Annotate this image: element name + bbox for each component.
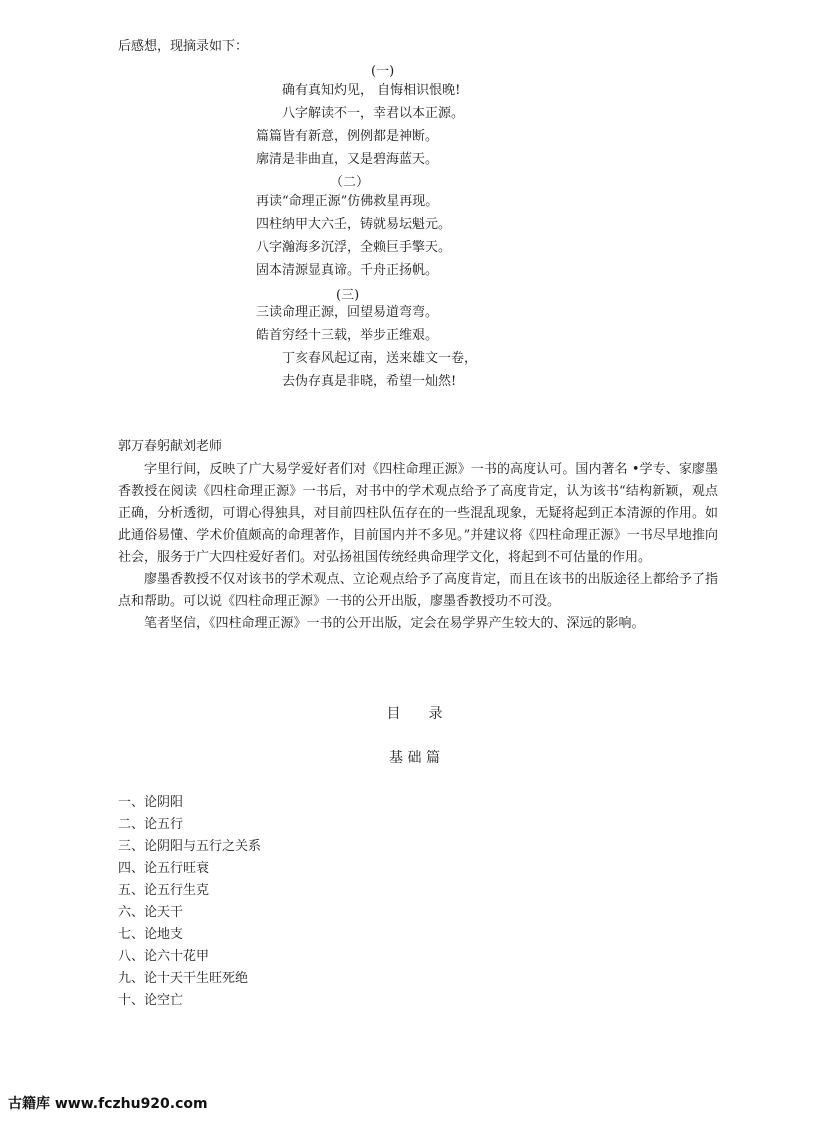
toc-item[interactable]: 六、论天干 (118, 905, 184, 920)
toc-item[interactable]: 二、论五行 (118, 817, 184, 832)
toc-item[interactable]: 五、论五行生克 (118, 883, 210, 898)
intro-line: 后感想，现摘录如下： (118, 39, 249, 54)
toc-item[interactable]: 十、论空亡 (118, 993, 184, 1008)
paragraph-1: 字里行间，反映了广大易学爱好者们对《四柱命理正源》一书的高度认可。国内著名 •学专、家廖墨香教授在阅读《四柱命理正源》一书后，对书中的学术观点给予了高度肯定，认为该书“结构新颖，观点正确，分析透彻，可谓心得独具，对目前四柱队伍存在的一些混乱现象，无疑将起到正本清源的作用。如此通俗易懂、学术价值颇高的命理著作，目前国内并不多见。”并建议将《四柱命理正源》一书尽早地推向社会，服务于广大四柱爱好者们。对弘扬祖国传统经典命理学文化，将起到不可估量的作用。 (118, 462, 718, 565)
poem-3-line-2: 皓首穷经十三载，举步正维艰。 (256, 328, 439, 343)
poem-1-line-4: 廓清是非曲直，又是碧海蓝天。 (256, 152, 439, 167)
footer-brand: 古籍库 (8, 1096, 50, 1112)
toc-item[interactable]: 七、论地支 (118, 927, 184, 942)
footer-url[interactable]: www.fczhu920.com (54, 1096, 208, 1112)
poem-1-line-2: 八字解读不一，幸君以本正源。 (282, 106, 465, 121)
toc-item[interactable]: 三、论阴阳与五行之关系 (118, 839, 262, 854)
poem-3-line-4: 去伪存真是非晓，希望一灿然! (282, 374, 457, 389)
toc-item[interactable]: 九、论十天干生旺死绝 (118, 971, 249, 986)
toc-list (118, 792, 261, 1012)
paragraph-3: 笔者坚信，《四柱命理正源》一书的公开出版，定会在易学界产生较大的、深远的影响。 (144, 616, 645, 631)
toc-section-title: 基 础 篇 (389, 750, 440, 766)
toc-heading: 目 录 (386, 706, 443, 722)
poem-2-line-1: 再读“命理正源”仿佛救星再现。 (256, 194, 439, 209)
footer-watermark (8, 1093, 208, 1113)
paragraph-2: 廖墨香教授不仅对该书的学术观点、立论观点给予了高度肯定，而且在该书的出版途径上都给予了指点和帮助。可以说《四柱命理正源》一书的公开出版，廖墨香教授功不可没。 (118, 572, 718, 609)
poem-1-line-3: 篇篇皆有新意，例例都是神断。 (256, 129, 439, 144)
poem-1-line-1: 确有真知灼见， 自悔相识恨晚! (282, 83, 461, 98)
dedication: 郭万春躬献刘老师 (118, 439, 223, 454)
poem-2-number: （二） (330, 175, 370, 190)
poem-3-line-1: 三读命理正源，回望易道弯弯。 (256, 305, 439, 320)
toc-item[interactable]: 一、论阴阳 (118, 795, 184, 810)
body-text (118, 459, 718, 635)
poem-3-line-3: 丁亥春风起辽南，送来雄文一卷， (282, 351, 478, 366)
poem-2-line-3: 八字瀚海多沉浮，全赖巨手擎天。 (256, 240, 452, 255)
poem-2-line-2: 四柱纳甲大六壬，铸就易坛魁元。 (256, 217, 452, 232)
poem-3-number: (三) (336, 288, 360, 303)
toc-item[interactable]: 四、论五行旺衰 (118, 861, 210, 876)
poem-1-number: (一) (371, 64, 395, 79)
poem-2-line-4: 固本清源显真谛。千舟正扬帆。 (256, 263, 439, 278)
toc-item[interactable]: 八、论六十花甲 (118, 949, 210, 964)
